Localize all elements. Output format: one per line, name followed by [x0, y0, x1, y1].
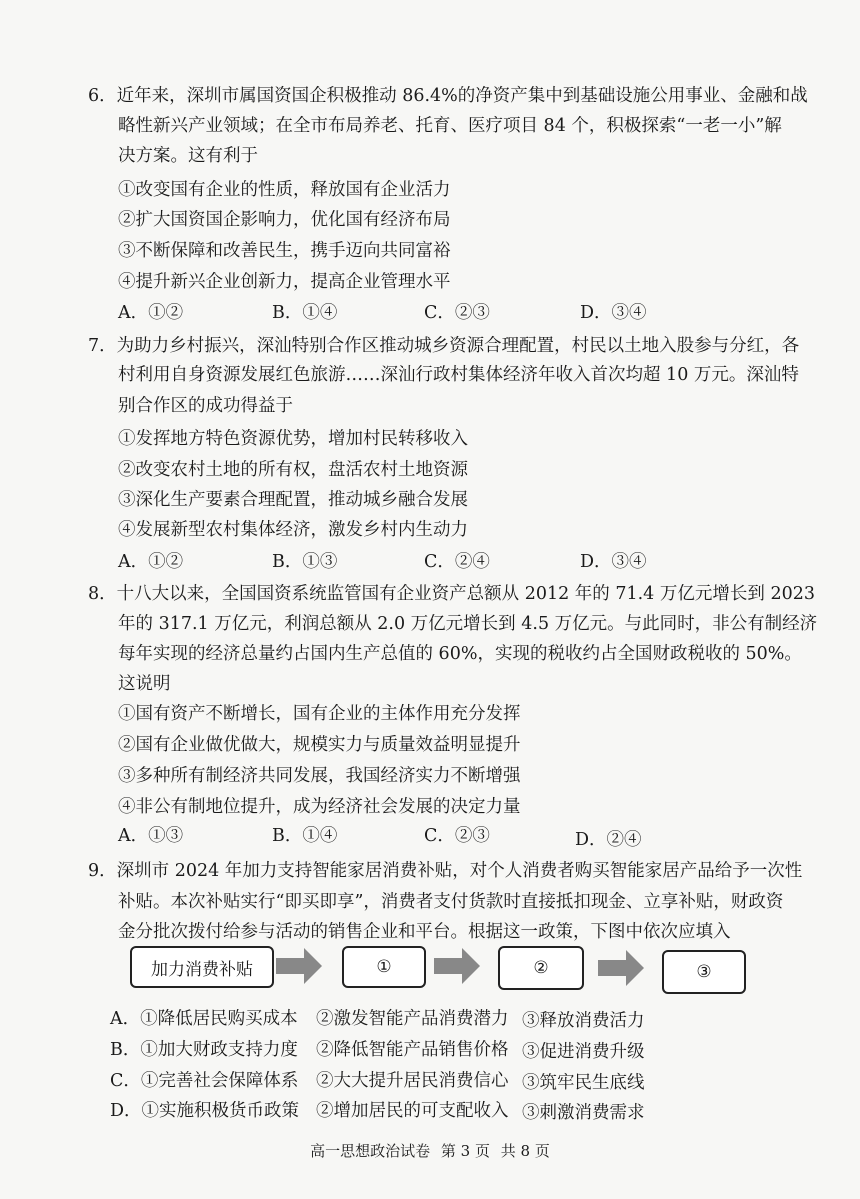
- q7-choice-c: C．②④: [424, 552, 490, 572]
- q6-choice-b: B．①④: [272, 303, 338, 323]
- q8-choice-c: C．②③: [424, 826, 490, 846]
- q8-stem-line-1: 8．十八大以来，全国国资系统监管国有企业资产总额从 2012 年的 71.4 万亿元增长到 2023: [88, 584, 815, 604]
- footer-page-total: 共 8 页: [500, 1142, 550, 1160]
- q6-stem-line-2: 略性新兴产业领域；在全市布局养老、托育、医疗项目 84 个，积极探索“一老一小”解: [118, 116, 782, 136]
- page-footer: [0, 1140, 860, 1161]
- q7-stem-line-3: 别合作区的成功得益于: [118, 396, 293, 416]
- q7-option-4: ④发展新型农村集体经济，激发乡村内生动力: [118, 520, 468, 540]
- q9-stem-line-3: 金分批次拨付给参与活动的销售企业和平台。根据这一政策，下图中依次应填入: [118, 922, 731, 942]
- q8-choice-b: B．①④: [272, 826, 338, 846]
- q6-option-4: ④提升新兴企业创新力，提高企业管理水平: [118, 272, 451, 292]
- q7-option-2: ②改变农村土地的所有权，盘活农村土地资源: [118, 460, 468, 480]
- q6-choice-c: C．②③: [424, 303, 490, 323]
- q9-row-c-col-3: ③筑牢民生底线: [522, 1073, 645, 1093]
- q6-choice-d: D．③④: [580, 303, 647, 323]
- q9-row-d-col-3: ③刺激消费需求: [522, 1103, 645, 1123]
- q9-row-c-col-2: ②大大提升居民消费信心: [316, 1071, 509, 1091]
- q6-choice-a: A．①②: [118, 303, 184, 323]
- q9-row-b-col-2: ②降低智能产品销售价格: [316, 1040, 509, 1060]
- q9-stem-line-1: 9．深圳市 2024 年加力支持智能家居消费补贴，对个人消费者购买智能家居产品给予一次性: [88, 861, 803, 881]
- q7-option-1: ①发挥地方特色资源优势，增加村民转移收入: [118, 429, 468, 449]
- footer-page-number: 第 3 页: [440, 1142, 490, 1160]
- q7-choice-d: D．③④: [580, 552, 647, 572]
- q8-stem-line-2: 年的 317.1 万亿元，利润总额从 2.0 万亿元增长到 4.5 万亿元。与此同时，非公有制经济: [118, 614, 818, 634]
- flow-box-2: ②: [498, 946, 584, 990]
- q8-choice-a: A．①③: [118, 826, 184, 846]
- flow-box-3: ③: [662, 950, 746, 994]
- q8-choice-d: D．②④: [575, 830, 642, 850]
- q6-option-3: ③不断保障和改善民生，携手迈向共同富裕: [118, 241, 451, 261]
- arrow-right-icon: [276, 946, 324, 986]
- q7-choice-a: A．①②: [118, 552, 184, 572]
- flow-box-start: 加力消费补贴: [130, 946, 274, 988]
- flow-box-1: ①: [342, 946, 426, 988]
- q9-row-b-col-3: ③促进消费升级: [522, 1042, 645, 1062]
- q9-stem-line-2: 补贴。本次补贴实行“即买即享”，消费者支付货款时直接抵扣现金、立享补贴，财政资: [118, 892, 784, 912]
- q9-row-b-col-1: B．①加大财政支持力度: [110, 1040, 298, 1060]
- q6-stem-line-1: 6．近年来，深圳市属国资国企积极推动 86.4%的净资产集中到基础设施公用事业、金融和战: [88, 86, 808, 106]
- q6-option-2: ②扩大国资国企影响力，优化国有经济布局: [118, 210, 451, 230]
- q6-stem-line-3: 决方案。这有利于: [118, 146, 258, 166]
- q9-row-d-col-2: ②增加居民的可支配收入: [316, 1101, 509, 1121]
- q9-row-d-col-1: D．①实施积极货币政策: [110, 1101, 300, 1121]
- q8-option-1: ①国有资产不断增长，国有企业的主体作用充分发挥: [118, 704, 521, 724]
- q6-option-1: ①改变国有企业的性质，释放国有企业活力: [118, 180, 451, 200]
- arrow-right-icon: [434, 946, 482, 986]
- q9-row-c-col-1: C．①完善社会保障体系: [110, 1071, 299, 1091]
- q8-option-3: ③多种所有制经济共同发展，我国经济实力不断增强: [118, 766, 521, 786]
- q9-row-a-col-3: ③释放消费活力: [522, 1011, 645, 1031]
- q8-option-4: ④非公有制地位提升，成为经济社会发展的决定力量: [118, 797, 521, 817]
- footer-exam-title: 高一思想政治试卷: [310, 1142, 431, 1160]
- q7-choice-b: B．①③: [272, 552, 338, 572]
- q7-stem-line-1: 7．为助力乡村振兴，深汕特别合作区推动城乡资源合理配置，村民以土地入股参与分红，各: [88, 336, 800, 356]
- q7-option-3: ③深化生产要素合理配置，推动城乡融合发展: [118, 490, 468, 510]
- q8-stem-line-3: 每年实现的经济总量约占国内生产总值的 60%，实现的税收约占全国财政税收的 50%。: [118, 644, 802, 664]
- q8-option-2: ②国有企业做优做大，规模实力与质量效益明显提升: [118, 735, 521, 755]
- q7-stem-line-2: 村利用自身资源发展红色旅游……深汕行政村集体经济年收入首次均超 10 万元。深汕特: [118, 365, 799, 385]
- arrow-right-icon: [598, 948, 646, 988]
- q8-stem-line-4: 这说明: [118, 674, 171, 694]
- q9-row-a-col-2: ②激发智能产品消费潜力: [316, 1009, 509, 1029]
- q9-row-a-col-1: A．①降低居民购买成本: [110, 1009, 298, 1029]
